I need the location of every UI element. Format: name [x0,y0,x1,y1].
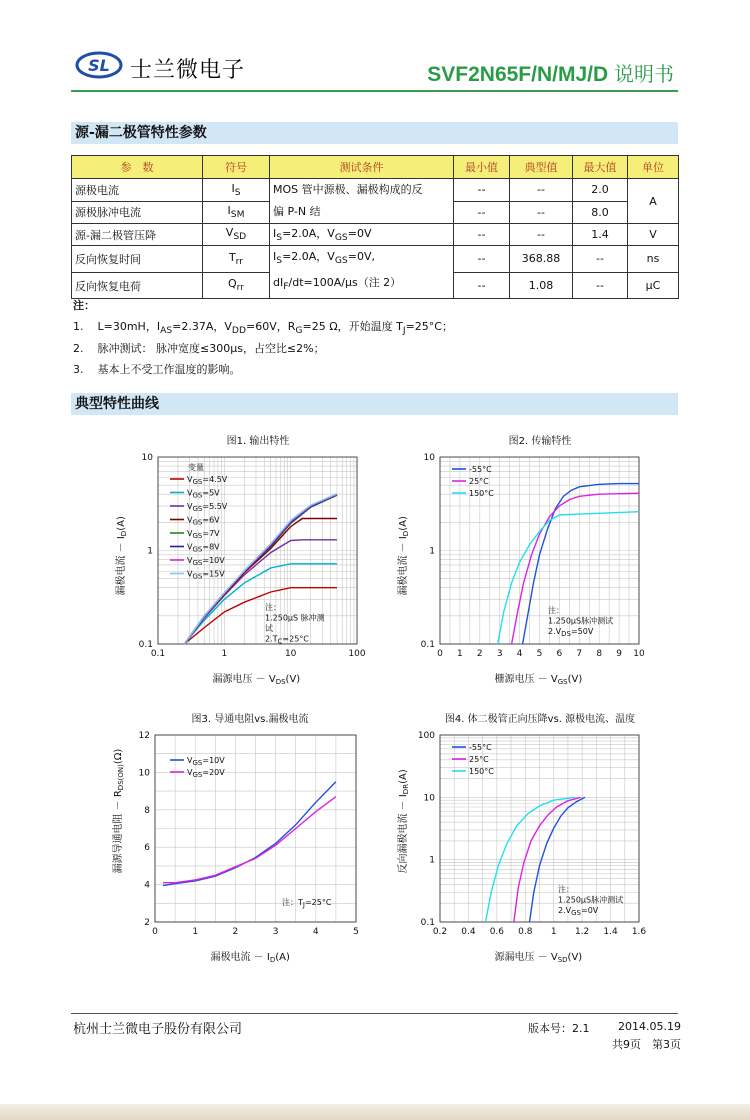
y-tick-label: 10 [423,793,435,804]
x-tick-label: 8 [596,649,603,659]
unit-cell: ns [628,246,679,273]
x-tick-label: 3 [496,649,503,659]
legend-label: VGS=10V [187,756,225,767]
series-line [163,782,336,886]
chart-title: 图2. 传输特性 [508,436,572,447]
x-tick-label: 1.2 [574,927,590,937]
x-tick-label: 1.4 [603,927,618,937]
x-tick-label: 0.1 [150,649,166,659]
x-axis-label: 漏源电压 － $V_{DS}(V)$ [212,674,301,686]
param-cell: 反向恢复时间 [72,246,203,273]
col-header-unit: 单位 [628,156,679,179]
condition-cell: MOS 管中源极、漏极构成的反 偏 P-N 结 [270,179,454,224]
chart-note [282,897,332,909]
max-cell: -- [573,246,628,273]
chart-title: 图1. 输出特性 [226,436,290,447]
x-tick-label: 6 [556,649,563,659]
legend-label: -55°C [469,743,492,752]
symbol-cell: $T_{rr}$ [203,246,270,273]
legend-label: 150°C [469,767,494,776]
x-tick-label: 4 [516,649,523,659]
note-line: 2.TC=25°C [265,634,309,646]
header-rule [71,90,678,92]
x-axis-label: 源漏电压 － $V_{SD}(V)$ [494,952,583,964]
y-axis-label: 漏极电流 － $I_D(A)$ [116,516,128,596]
doc-title-model: SVF2N65F/N/MJ/D [427,63,609,86]
chart-4 [396,712,646,964]
x-tick-label: 9 [616,649,622,659]
col-header-symbol: 符号 [203,156,270,179]
x-tick-label: 1 [457,649,463,659]
chart-legend [452,465,494,498]
section-title-diode-params: 源-漏二极管特性参数 [71,122,678,144]
chart-legend [170,462,228,581]
col-header-condition: 测试条件 [270,156,454,179]
chart-legend [170,756,225,779]
typ-cell: 368.88 [510,246,573,273]
legend-label: VGS=8V [187,542,220,554]
x-axis-label: 漏极电流 － $I_D(A)$ [210,952,290,964]
legend-label: VGS=7V [187,529,220,540]
y-tick-label: 1 [429,855,435,866]
chart-title: 图4. 体二极管正向压降vs. 源极电流、温度 [444,714,636,725]
typ-cell: -- [510,224,573,246]
legend-label: VGS=5.5V [187,502,228,513]
col-header-param: 参 数 [72,156,203,179]
min-cell: -- [454,246,510,273]
y-tick-label: 100 [417,731,435,741]
y-tick-label: 2 [144,918,150,928]
chart-3 [111,712,359,964]
chart-note [558,884,623,917]
diode-parameter-table [71,155,679,299]
x-tick-label: 2 [232,927,239,937]
col-header-typ: 典型值 [510,156,573,179]
company-name: 士兰微电子 [130,58,246,83]
notes-title: 注： [73,299,95,312]
legend-label: VGS=15V [187,569,225,581]
x-tick-label: 5 [536,649,543,659]
footer-company: 杭州士兰微电子股份有限公司 [73,1022,243,1037]
footer-rule [71,1013,678,1014]
x-tick-label: 0.8 [518,927,533,937]
note-line: 1.250μS脉冲测试 [548,616,614,626]
note-line: 注： [548,606,564,615]
y-tick-label: 0.1 [138,640,153,650]
max-cell: 2.0 [573,179,628,202]
doc-title-suffix: 说明书 [614,62,674,86]
note-line: 1.250μS脉冲测试 [558,895,624,905]
unit-cell: V [628,224,679,246]
y-tick-label: 8 [144,805,150,816]
x-tick-label: 0 [152,927,158,937]
legend-label: VGS=10V [187,556,225,567]
chart-note [265,602,325,646]
x-tick-label: 10 [284,649,297,659]
chart-note [548,605,613,638]
min-cell: -- [454,201,510,224]
chart-grid [155,735,356,922]
note-line: 2.VGS=0V [558,906,599,917]
x-tick-label: 7 [576,649,583,659]
x-tick-label: 1 [221,649,228,659]
section-title-curves: 典型特性曲线 [71,393,678,415]
x-tick-label: 0.4 [461,927,476,937]
y-axis-label: 漏极电流 － $I_D(A)$ [398,516,410,596]
min-cell: -- [454,272,510,299]
param-cell: 反向恢复电荷 [72,272,203,299]
y-tick-label: 1 [147,546,153,557]
document-title [427,58,674,87]
min-cell: -- [454,224,510,246]
x-tick-label: 2 [476,649,483,659]
note-line: 试 [265,624,273,633]
y-tick-label: 12 [138,731,150,741]
x-tick-label: 4 [312,927,319,937]
note-1: 1. L=30mH，$I_{AS}=2.37A$，$V_{DD}=60V$，$R_G=25$ Ω，开始温度 $T_J=25^\circ C$； [73,320,453,337]
typ-cell: 1.08 [510,272,573,299]
note-3: 3. 基本上不受工作温度的影响。 [73,363,241,376]
note-line: 注： [558,885,574,894]
symbol-cell: $I_{SM}$ [203,201,270,224]
y-tick-label: 0.1 [420,918,435,928]
company-logo [75,50,123,80]
note-2: 2. 脉冲测试： 脉冲宽度≤300μs，占空比≤2%； [73,342,325,355]
unit-cell: μC [628,272,679,299]
y-tick-label: 0.1 [420,640,435,650]
typ-cell: -- [510,179,573,202]
table-row [72,224,679,246]
x-tick-label: 5 [353,927,359,937]
param-cell: 源极电流 [72,179,203,202]
x-axis-label: 栅源电压 － $V_{GS}(V)$ [494,674,583,686]
logo-text: SL [88,56,110,75]
y-tick-label: 10 [141,453,153,463]
col-header-max: 最大值 [573,156,628,179]
chart-title: 图3. 导通电阻vs.漏极电流 [191,714,309,725]
y-tick-label: 10 [423,453,435,463]
symbol-cell: $Q_{rr}$ [203,272,270,299]
y-tick-label: 4 [144,880,150,891]
legend-label: VGS=4.5V [187,475,228,486]
condition-cell: $I_S=2.0A$，$V_{GS}=0V$, $dI_F/dt=100A/\mu s$（注 2） [270,246,454,299]
legend-label: VGS=6V [187,515,220,527]
max-cell: -- [573,272,628,299]
y-axis-label: 漏源导通电阻 － $R_{DS(ON)}(\Omega)$ [113,748,125,874]
min-cell: -- [454,179,510,202]
legend-label: -55°C [469,465,492,474]
max-cell: 8.0 [573,201,628,224]
legend-label: VGS=5V [187,488,220,500]
col-header-min: 最小值 [454,156,510,179]
legend-label: 25°C [469,477,489,486]
chart-1 [114,434,366,686]
table-header-row [72,156,679,179]
y-axis-label: 反向漏极电流 － $I_{DR}(A)$ [398,769,410,874]
chart-2 [396,434,645,686]
table-row [72,179,679,202]
max-cell: 1.4 [573,224,628,246]
typ-cell: -- [510,201,573,224]
x-tick-label: 10 [633,649,645,659]
footer-date: 2014.05.19 [618,1020,681,1033]
x-tick-label: 0.2 [432,927,448,937]
legend-title: 变量 [188,463,204,472]
legend-label: VGS=20V [187,768,225,779]
param-cell: 源极脉冲电流 [72,201,203,224]
x-tick-label: 100 [348,649,366,659]
x-tick-label: 0 [437,649,443,659]
bottom-band [0,1104,750,1120]
x-tick-label: 1 [192,927,199,937]
x-tick-label: 0.6 [489,927,505,937]
y-tick-label: 1 [429,546,435,557]
symbol-cell: $I_S$ [203,179,270,202]
legend-label: 25°C [469,755,489,764]
legend-label: 150°C [469,489,494,498]
y-tick-label: 10 [138,768,150,779]
x-tick-label: 3 [272,927,279,937]
footer-version: 版本号：2.1 [528,1022,590,1035]
note-line: 2.VDS=50V [548,627,594,638]
x-tick-label: 1.6 [631,927,647,937]
unit-cell: A [628,179,679,224]
note-line: 注：TJ=25°C [282,898,332,909]
param-cell: 源-漏二极管压降 [72,224,203,246]
note-line: 注： [265,603,281,612]
symbol-cell: $V_{SD}$ [203,224,270,246]
charts-area [0,420,750,980]
condition-cell: $I_S=2.0A$，$V_{GS}=0V$ [270,224,454,246]
note-line: 1.250μS 脉冲测 [265,613,325,623]
y-tick-label: 6 [144,843,150,854]
footer-pages: 共9页 第3页 [612,1038,681,1051]
chart-legend [452,743,494,776]
table-row [72,246,679,273]
x-tick-label: 1 [550,927,557,937]
